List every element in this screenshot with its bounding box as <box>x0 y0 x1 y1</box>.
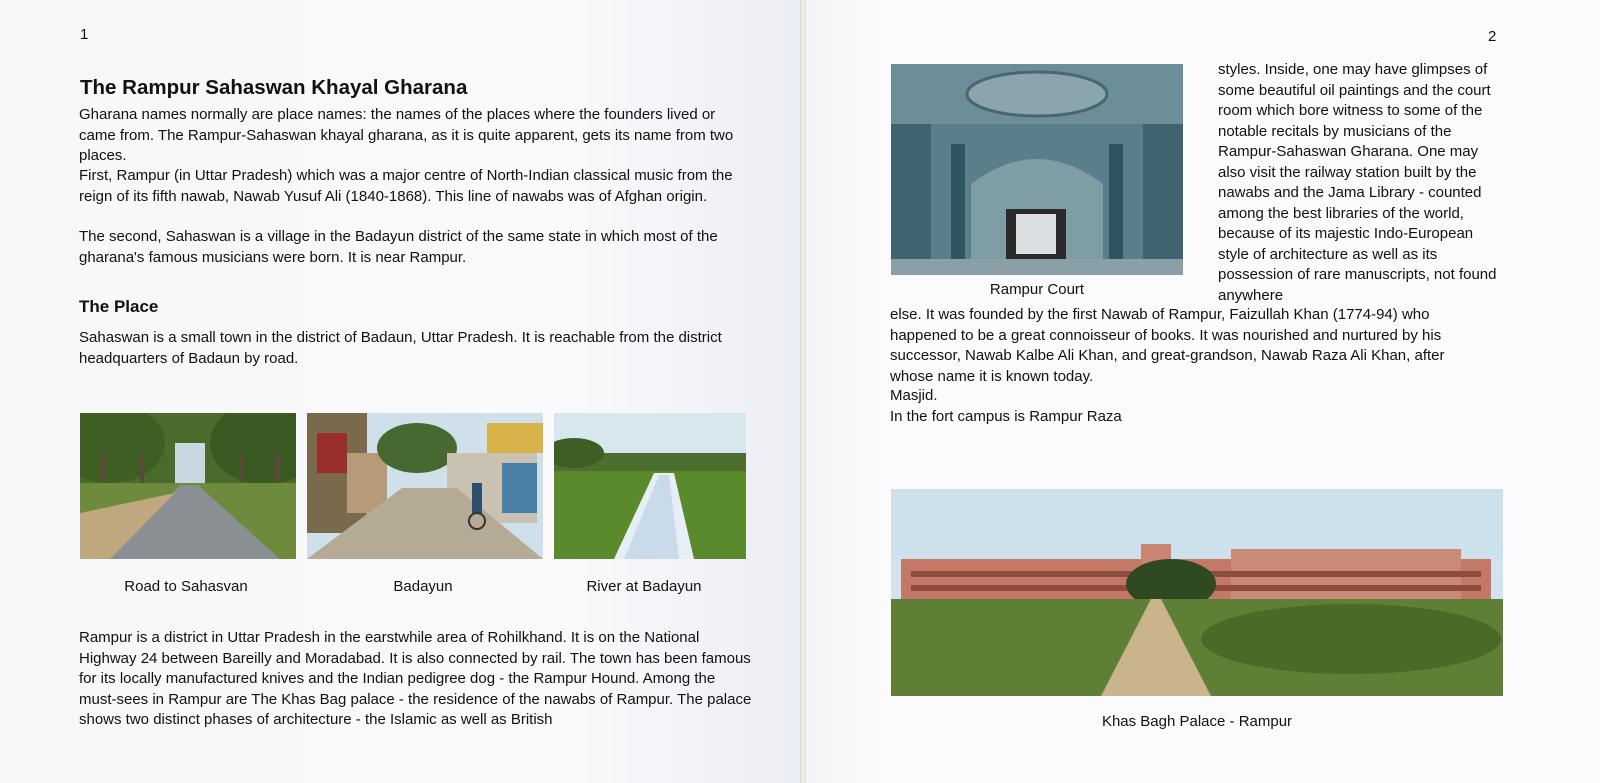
side-paragraph: styles. Inside, one may have glimpses of some beautiful oil paintings and the court room which bore witness to some of the notable recitals by musicians of the Rampur-Sahaswan Gharana. One may also visit the railway station built by the nawabs and the Jama Library - counted among the best libraries of the world, because of its majestic Indo-European style of architecture as well as its possession of rare manuscripts, not found anywhere <box>1218 61 1497 304</box>
road-to-sahasvan-photo <box>80 413 296 559</box>
intro-paragraph: The second, Sahaswan is a village in the Badayun district of the same state in which most of the gharana's famous musicians were born. It is near Rampur. <box>79 228 718 266</box>
masjid-line: Masjid. <box>890 387 938 404</box>
right-page <box>806 0 1600 783</box>
page-number: 2 <box>1488 28 1497 45</box>
intro-paragraph: First, Rampur (in Uttar Pradesh) which was a major centre of North-Indian classical music from the reign of its fifth nawab, Nawab Yusuf Ali (1840-1868). This line of nawabs was of Afghan origin. <box>79 167 733 205</box>
photo-caption: Badayun <box>393 578 453 595</box>
page-number: 1 <box>80 26 89 43</box>
library-paragraph: else. It was founded by the first Nawab of Rampur, Faizullah Khan (1774-94) who happened to be a great connoisseur of books. It was nourished and nurtured by his successor, Nawab Kalbe Ali Khan, and great-grandson, Nawab Raza Ali Khan, after whose name it is known today. <box>890 306 1445 385</box>
photo-caption: Khas Bagh Palace - Rampur <box>1101 713 1293 730</box>
river-at-badayun-photo <box>554 413 746 559</box>
badayun-photo <box>307 413 543 559</box>
khas-bagh-palace-photo <box>891 489 1503 696</box>
section-heading-the-place: The Place <box>79 297 159 316</box>
intro-paragraph: Gharana names normally are place names: the names of the places where the founders lived or came from. The Rampur-Sahaswan khayal gharana, as it is quite apparent, gets its name from two places. <box>79 106 734 164</box>
photo-caption: Road to Sahasvan <box>124 578 248 595</box>
fort-line: In the fort campus is Rampur Raza <box>890 408 1122 425</box>
page-title: The Rampur Sahaswan Khayal Gharana <box>80 76 468 99</box>
rampur-court-photo <box>891 64 1183 275</box>
place-paragraph: Sahaswan is a small town in the district of Badaun, Uttar Pradesh. It is reachable from the district headquarters of Badaun by road. <box>79 329 722 367</box>
photo-caption: River at Badayun <box>586 578 702 595</box>
photo-caption: Rampur Court <box>989 281 1085 298</box>
rampur-paragraph: Rampur is a district in Uttar Pradesh in the earstwhile area of Rohilkhand. It is on the National Highway 24 between Bareilly and Moradabad. It is also connected by rail. The town has been famous for its locally manufactured knives and the Indian pedigree dog - the Rampur Hound. Among the must-sees in Rampur are The Khas Bag palace - the residence of the nawabs of Rampur. The palace shows two distinct phases of architecture - the Islamic as well as British <box>79 629 752 728</box>
